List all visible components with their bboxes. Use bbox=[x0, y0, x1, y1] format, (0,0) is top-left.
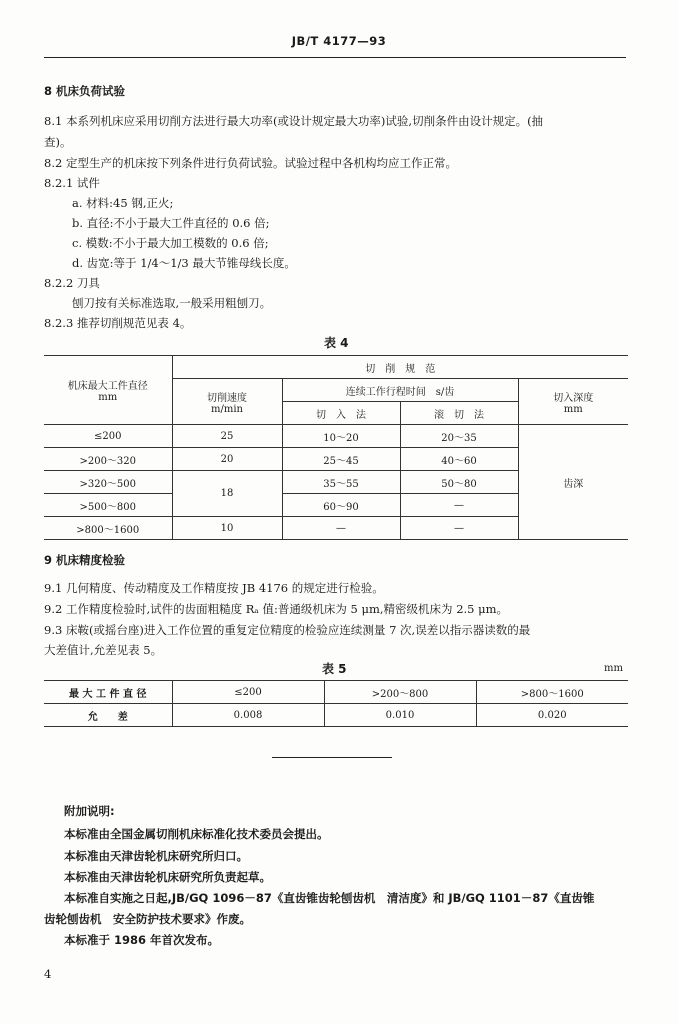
table-cell: 25～45 bbox=[282, 448, 400, 471]
th-speed-unit: m/min bbox=[211, 403, 243, 415]
note-line-cont: 齿轮刨齿机 安全防护技术要求》作废。 bbox=[44, 912, 251, 926]
th-range-2: >200～800 bbox=[324, 681, 476, 704]
th-speed bbox=[172, 379, 282, 425]
header-rule bbox=[44, 57, 626, 58]
th-time: 连续工作行程时间 s/齿 bbox=[282, 379, 518, 402]
table-cell: 0.020 bbox=[476, 704, 628, 727]
end-separator bbox=[272, 757, 392, 758]
table-cell: 10 bbox=[172, 517, 282, 540]
clause-9-3-cont: 大差值计,允差见表 5。 bbox=[44, 643, 163, 657]
th-cutting-spec: 切 削 规 范 bbox=[172, 356, 628, 379]
table4-caption: 表 4 bbox=[324, 336, 349, 350]
table-cell: 0.010 bbox=[324, 704, 476, 727]
notes-title: 附加说明: bbox=[64, 804, 115, 818]
clause-8-2-2: 8.2.2 刀具 bbox=[44, 276, 100, 290]
th-range-1: ≤200 bbox=[172, 681, 324, 704]
th-depth bbox=[518, 379, 628, 425]
item-a: a. 材料:45 钢,正火; bbox=[72, 196, 174, 210]
table-cell: 10～20 bbox=[282, 425, 400, 448]
th-range-3: >800～1600 bbox=[476, 681, 628, 704]
table-cell: 40～60 bbox=[400, 448, 518, 471]
th-depth-label: 切入深度 bbox=[553, 392, 594, 404]
item-d: d. 齿宽:等于 1/4～1/3 最大节锥母线长度。 bbox=[72, 256, 296, 270]
table5-caption: 表 5 bbox=[322, 662, 347, 676]
item-b: b. 直径:不小于最大工件直径的 0.6 倍; bbox=[72, 216, 270, 230]
th-tolerance: 允 差 bbox=[44, 704, 172, 727]
table-cell: >500～800 bbox=[44, 494, 172, 517]
table-cell: >800～1600 bbox=[44, 517, 172, 540]
table-cell: >320～500 bbox=[44, 471, 172, 494]
table-cell: — bbox=[400, 517, 518, 540]
clause-9-2: 9.2 工作精度检验时,试件的齿面粗糙度 Rₐ 值:普通级机床为 5 μm,精密级机床为 2.5 μm。 bbox=[44, 602, 509, 616]
th-diameter-label: 机床最大工件直径 bbox=[67, 381, 148, 392]
clause-8-2: 8.2 定型生产的机床按下列条件进行负荷试验。试验过程中各机构均应工作正常。 bbox=[44, 156, 457, 170]
clause-9-3: 9.3 床鞍(或摇台座)进入工作位置的重复定位精度的检验应连续测量 7 次,误差以指示器读数的最 bbox=[44, 623, 531, 637]
table-cell-merged-speed: 18 bbox=[172, 471, 282, 517]
th-generate: 滚 切 法 bbox=[400, 402, 518, 425]
clause-8-2-3: 8.2.3 推荐切削规范见表 4。 bbox=[44, 316, 192, 330]
item-c: c. 模数:不小于最大加工模数的 0.6 倍; bbox=[72, 236, 269, 250]
clause-8-2-1: 8.2.1 试件 bbox=[44, 176, 100, 190]
th-diameter bbox=[44, 356, 172, 425]
page-number: 4 bbox=[44, 967, 52, 981]
table-cell: 20～35 bbox=[400, 425, 518, 448]
table-cell: — bbox=[400, 494, 518, 517]
table-cell: ≤200 bbox=[44, 425, 172, 448]
table-cell: 0.008 bbox=[172, 704, 324, 727]
note-line: 本标准由天津齿轮机床研究所归口。 bbox=[64, 849, 248, 863]
clause-8-1-cont: 查)。 bbox=[44, 135, 72, 149]
table-cell-depth: 齿深 bbox=[518, 425, 628, 540]
clause-8-1: 8.1 本系列机床应采用切削方法进行最大功率(或设计规定最大功率)试验,切削条件由设计规定。(抽 bbox=[44, 114, 544, 128]
table5-unit: mm bbox=[604, 663, 623, 674]
note-line: 本标准由天津齿轮机床研究所负责起草。 bbox=[64, 870, 271, 884]
document-header: JB/T 4177—93 bbox=[291, 34, 387, 48]
table-cell: 25 bbox=[172, 425, 282, 448]
th-depth-unit: mm bbox=[563, 403, 583, 415]
table-cell: — bbox=[282, 517, 400, 540]
note-line: 本标准由全国金属切削机床标准化技术委员会提出。 bbox=[64, 827, 329, 841]
note-line: 本标准于 1986 年首次发布。 bbox=[64, 933, 220, 947]
clause-9-1: 9.1 几何精度、传动精度及工作精度按 JB 4176 的规定进行检验。 bbox=[44, 581, 384, 595]
table-cell: 60～90 bbox=[282, 494, 400, 517]
th-diameter-unit: mm bbox=[98, 392, 118, 403]
section-8-title: 8 机床负荷试验 bbox=[44, 84, 126, 98]
table-5 bbox=[44, 680, 628, 727]
section-9-title: 9 机床精度检验 bbox=[44, 553, 126, 567]
th-max-diameter: 最 大 工 件 直 径 bbox=[44, 681, 172, 704]
table-4 bbox=[44, 355, 628, 540]
table-cell: 20 bbox=[172, 448, 282, 471]
th-speed-label: 切削速度 bbox=[207, 392, 247, 404]
table-cell: >200～320 bbox=[44, 448, 172, 471]
th-plunge: 切 入 法 bbox=[282, 402, 400, 425]
note-line: 本标准自实施之日起,JB/GQ 1096－87《直齿锥齿轮刨齿机 清洁度》和 JB/GQ 1101－87《直齿锥 bbox=[64, 891, 595, 905]
clause-8-2-2-text: 刨刀按有关标准选取,一般采用粗刨刀。 bbox=[72, 296, 272, 310]
table-cell: 50～80 bbox=[400, 471, 518, 494]
table-cell: 35～55 bbox=[282, 471, 400, 494]
